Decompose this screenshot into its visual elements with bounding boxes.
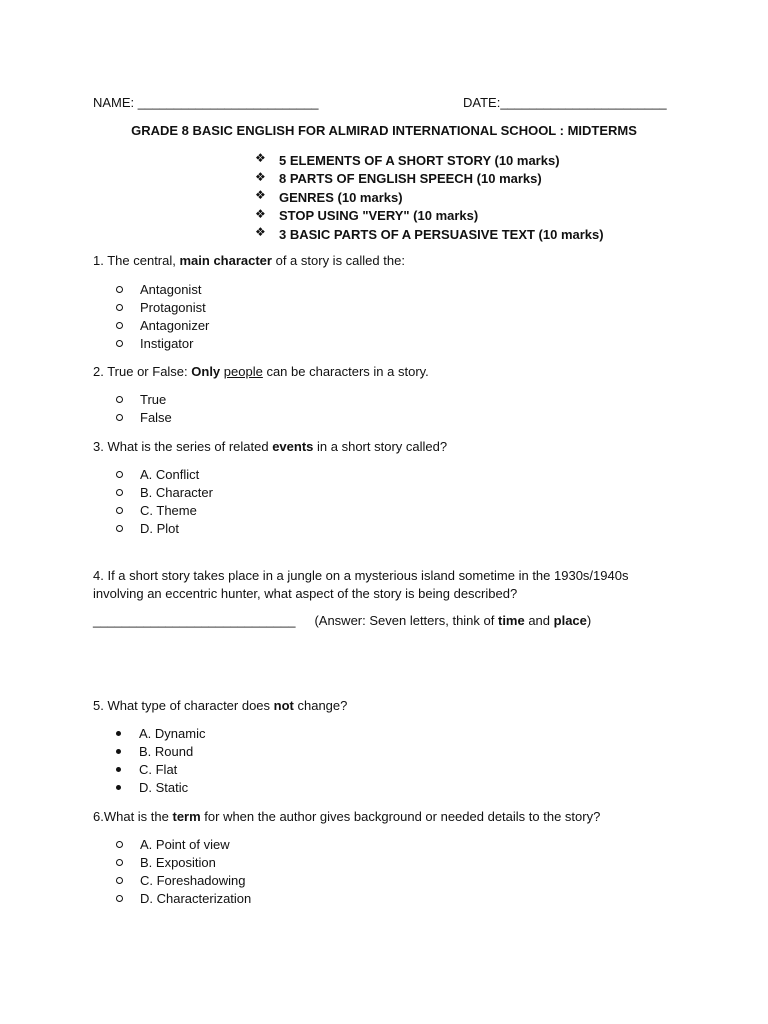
diamond-bullet-icon xyxy=(256,229,266,239)
hint-emphasis: time xyxy=(497,613,525,628)
question-4-answer-row xyxy=(93,613,591,628)
question-text: for when the author gives background or needed details to the story? xyxy=(200,809,601,824)
answer-blank[interactable]: ____________________________ xyxy=(93,613,296,628)
option-text: Antagonist xyxy=(140,281,202,297)
question-1-options xyxy=(114,280,209,353)
option-item[interactable] xyxy=(114,465,213,483)
question-emphasis: term xyxy=(172,809,201,824)
date-field: DATE:_______________________ xyxy=(463,95,667,110)
question-text: 2. True or False: xyxy=(93,364,192,379)
filled-bullet-icon xyxy=(116,749,121,754)
question-5 xyxy=(93,698,347,713)
circle-bullet-icon xyxy=(116,396,123,403)
option-item[interactable] xyxy=(114,742,205,760)
question-text: 1. The central, xyxy=(93,253,180,268)
topic-text: 8 PARTS OF ENGLISH SPEECH (10 marks) xyxy=(279,171,542,187)
circle-bullet-icon xyxy=(116,414,123,421)
option-item[interactable] xyxy=(114,724,205,742)
option-text: True xyxy=(140,391,167,407)
question-5-options xyxy=(114,724,205,797)
hint-text: (Answer: Seven letters, think of xyxy=(314,613,498,628)
hint-text: and xyxy=(524,613,554,628)
question-text: can be characters in a story. xyxy=(262,364,429,379)
option-item[interactable] xyxy=(114,760,205,778)
option-text: C. Foreshadowing xyxy=(140,872,246,888)
question-text: 6.What is the xyxy=(93,809,173,824)
question-6 xyxy=(93,809,600,824)
option-text: Protagonist xyxy=(140,299,206,315)
option-item[interactable] xyxy=(114,835,251,853)
exam-title: GRADE 8 BASIC ENGLISH FOR ALMIRAD INTERNATIONAL SCHOOL : MIDTERMS xyxy=(131,123,637,138)
filled-bullet-icon xyxy=(116,785,121,790)
option-text: B. Character xyxy=(140,484,213,500)
circle-bullet-icon xyxy=(116,322,123,329)
circle-bullet-icon xyxy=(116,895,123,902)
question-text: change? xyxy=(293,698,348,713)
option-item[interactable] xyxy=(114,408,172,426)
option-item[interactable] xyxy=(114,298,209,316)
topic-text: 3 BASIC PARTS OF A PERSUASIVE TEXT (10 marks) xyxy=(279,226,604,242)
circle-bullet-icon xyxy=(116,525,123,532)
option-text: B. Exposition xyxy=(140,854,216,870)
circle-bullet-icon xyxy=(116,841,123,848)
topic-item xyxy=(256,151,604,170)
option-item[interactable] xyxy=(114,316,209,334)
option-text: C. Theme xyxy=(140,502,197,518)
option-item[interactable] xyxy=(114,853,251,871)
option-text: A. Point of view xyxy=(140,836,230,852)
option-item[interactable] xyxy=(114,871,251,889)
circle-bullet-icon xyxy=(116,489,123,496)
question-2-options xyxy=(114,390,172,426)
option-item[interactable] xyxy=(114,280,209,298)
circle-bullet-icon xyxy=(116,859,123,866)
topic-item xyxy=(256,170,604,189)
option-item[interactable] xyxy=(114,483,213,501)
option-text: D. Characterization xyxy=(140,891,252,907)
option-text: B. Round xyxy=(139,743,194,759)
question-6-options xyxy=(114,835,251,908)
option-text: A. Conflict xyxy=(140,466,200,482)
question-2 xyxy=(93,364,429,379)
option-item[interactable] xyxy=(114,501,213,519)
question-underline: people xyxy=(223,364,263,379)
question-text: in a short story called? xyxy=(313,439,448,454)
topic-text: GENRES (10 marks) xyxy=(279,189,403,205)
option-text: C. Flat xyxy=(139,761,178,777)
option-item[interactable] xyxy=(114,779,205,797)
option-text: A. Dynamic xyxy=(139,725,206,741)
diamond-bullet-icon xyxy=(256,174,266,184)
question-4-line-2: involving an eccentric hunter, what aspect of the story is being described? xyxy=(93,586,518,601)
diamond-bullet-icon xyxy=(256,211,266,221)
question-1 xyxy=(93,253,405,268)
option-text: Instigator xyxy=(140,336,194,352)
topic-text: STOP USING "VERY" (10 marks) xyxy=(279,208,479,224)
topic-item xyxy=(256,207,604,226)
question-3-options xyxy=(114,465,213,538)
filled-bullet-icon xyxy=(116,731,121,736)
option-item[interactable] xyxy=(114,335,209,353)
option-text: D. Static xyxy=(139,780,189,796)
diamond-bullet-icon xyxy=(256,192,266,202)
question-text: of a story is called the: xyxy=(271,253,405,268)
question-emphasis: events xyxy=(272,439,314,454)
option-item[interactable] xyxy=(114,520,213,538)
question-3 xyxy=(93,439,447,454)
topic-text: 5 ELEMENTS OF A SHORT STORY (10 marks) xyxy=(279,152,560,168)
diamond-bullet-icon xyxy=(256,155,266,165)
question-emphasis: main character xyxy=(179,253,272,268)
circle-bullet-icon xyxy=(116,471,123,478)
option-text: D. Plot xyxy=(140,521,180,537)
circle-bullet-icon xyxy=(116,304,123,311)
name-field: NAME: _________________________ xyxy=(93,95,319,110)
circle-bullet-icon xyxy=(116,340,123,347)
option-text: False xyxy=(140,409,172,425)
option-item[interactable] xyxy=(114,890,251,908)
topic-list xyxy=(256,151,604,244)
circle-bullet-icon xyxy=(116,286,123,293)
question-text: 5. What type of character does xyxy=(93,698,274,713)
filled-bullet-icon xyxy=(116,767,121,772)
hint-text: ) xyxy=(586,613,592,628)
option-item[interactable] xyxy=(114,390,172,408)
topic-item xyxy=(256,225,604,244)
question-emphasis: Only xyxy=(191,364,221,379)
topic-item xyxy=(256,188,604,207)
hint-emphasis: place xyxy=(553,613,587,628)
circle-bullet-icon xyxy=(116,877,123,884)
circle-bullet-icon xyxy=(116,507,123,514)
question-emphasis: not xyxy=(273,698,294,713)
option-text: Antagonizer xyxy=(140,317,210,333)
question-4-line-1: 4. If a short story takes place in a jungle on a mysterious island sometime in the 1930s/1940s xyxy=(93,568,629,583)
question-text: 3. What is the series of related xyxy=(93,439,273,454)
